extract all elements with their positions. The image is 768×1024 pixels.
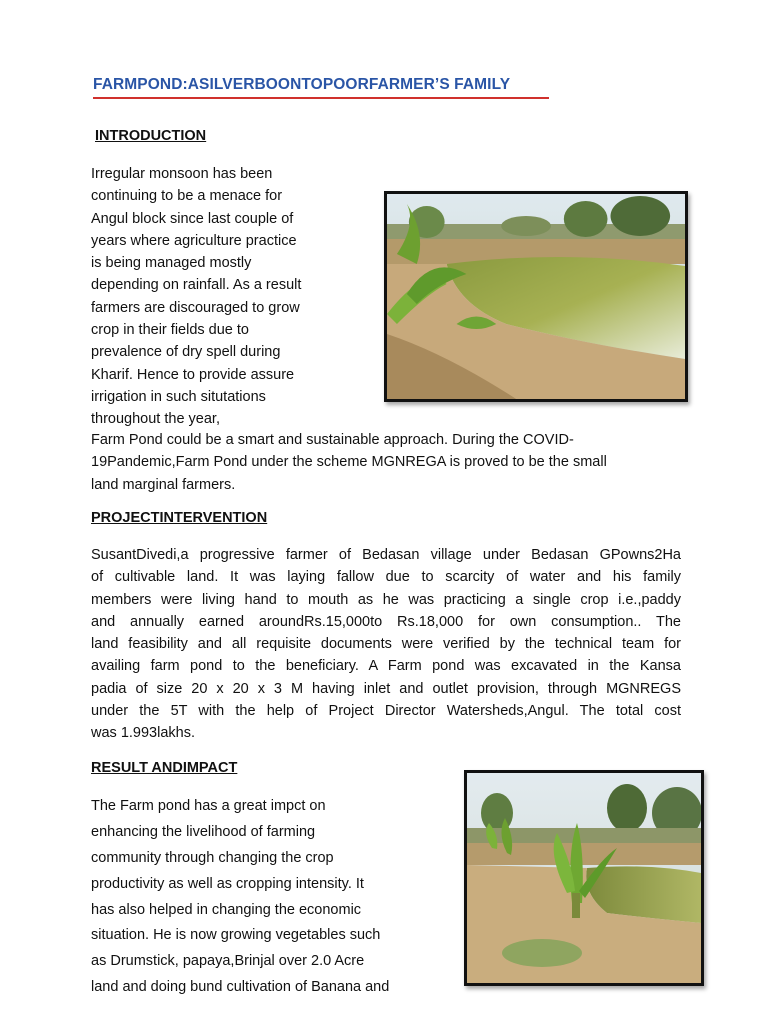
text-line: community through changing the crop	[91, 849, 334, 866]
text-line: continuing to be a menace for	[91, 188, 283, 205]
text-line: enhancing the livelihood of farming	[91, 823, 316, 840]
text-line: availing farm pond to the beneficiary. A Farm pond was excavated in the Kansa	[91, 658, 681, 675]
text-line: Farm Pond could be a smart and sustainable approach. During the COVID-	[91, 432, 574, 448]
text-line: land marginal farmers.	[91, 476, 236, 493]
text-line: Angul block since last couple of	[91, 210, 294, 227]
text-line: depending on rainfall. As a result	[91, 277, 302, 294]
text-line: Kharif. Hence to provide assure	[91, 366, 295, 383]
text-line: years where agriculture practice	[91, 232, 297, 249]
text-line: throughout the year,	[91, 411, 220, 428]
project-intervention-text	[91, 544, 681, 745]
result-impact-heading: RESULT ANDIMPACT	[91, 760, 238, 776]
farm-pond-photo-1	[384, 191, 688, 402]
project-intervention-heading: PROJECTINTERVENTION	[91, 510, 268, 526]
text-line: 19Pandemic,Farm Pond under the scheme MGNREGA is proved to be the small	[91, 454, 607, 471]
text-line: is being managed mostly	[91, 255, 252, 272]
text-line: padia of size 20 x 20 x 3 M having inlet and outlet provision, through MGNREGS	[91, 680, 681, 697]
text-line: Irregular monsoon has been	[91, 166, 273, 182]
text-line: was 1.993lakhs.	[91, 725, 195, 742]
pond-image	[387, 194, 685, 399]
title-underline	[93, 97, 549, 99]
text-line: and annually earned aroundRs.15,000to Rs.18,000 for own consumption.. The	[91, 613, 681, 630]
text-line: The Farm pond has a great impct on	[91, 798, 326, 814]
text-line: members were living hand to mouth as he was practicing a single crop i.e.,paddy	[91, 591, 681, 608]
text-line: as Drumstick, papaya,Brinjal over 2.0 Acre	[91, 953, 365, 970]
introduction-full-width-text	[91, 429, 691, 496]
pond-banana-image	[467, 773, 701, 983]
result-impact-text	[91, 794, 389, 1001]
text-line: under the 5T with the help of Project Director Watersheds,Angul. The total cost	[91, 703, 681, 720]
text-line: SusantDivedi,a progressive farmer of Bedasan village under Bedasan GPowns2Ha	[91, 547, 681, 563]
text-line: crop in their fields due to	[91, 322, 249, 339]
document-title: FARMPOND:ASILVERBOONTOPOORFARMER’S FAMILY	[93, 76, 511, 93]
text-line: of cultivable land. It was laying fallow due to scarcity of water and his family	[91, 569, 681, 586]
text-line: has also helped in changing the economic	[91, 901, 362, 918]
text-line: situation. He is now growing vegetables such	[91, 927, 381, 944]
text-line: land feasibility and all requisite documents were verified by the technical team for	[91, 636, 681, 653]
text-line: land and doing bund cultivation of Banana and	[91, 979, 390, 996]
farm-pond-photo-2	[464, 770, 704, 986]
text-line: prevalence of dry spell during	[91, 344, 281, 361]
text-line: farmers are discouraged to grow	[91, 299, 300, 316]
introduction-heading: INTRODUCTION	[95, 128, 207, 144]
text-line: productivity as well as cropping intensity. It	[91, 875, 364, 892]
introduction-column-text	[91, 163, 301, 431]
text-line: irrigation in such situtations	[91, 388, 266, 405]
